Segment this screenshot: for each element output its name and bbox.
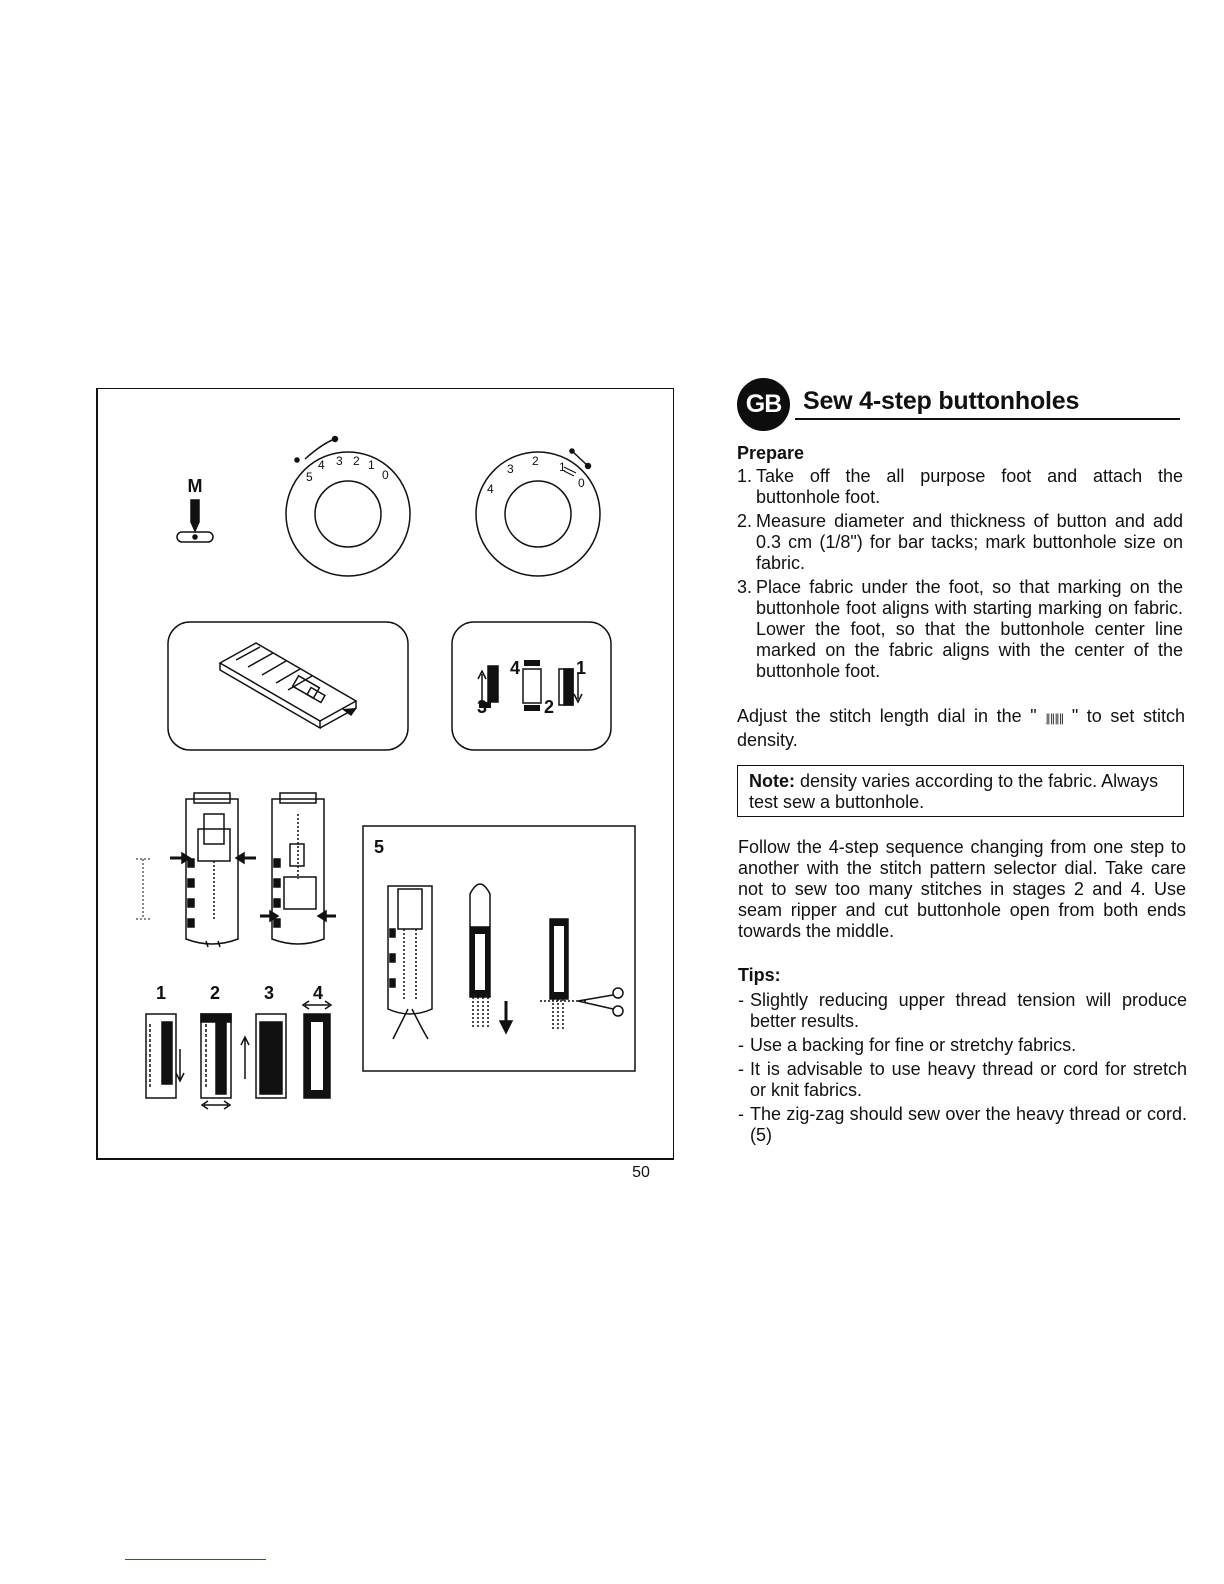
inset-label: 5	[374, 837, 385, 857]
dial-left-number: 4	[318, 458, 325, 472]
dial-right-number: 0	[578, 476, 585, 490]
dial-left-number: 3	[336, 454, 343, 468]
dial-right-number: 3	[507, 462, 514, 476]
buttonhole-step-2	[201, 1014, 231, 1109]
dial-left-number: 0	[382, 468, 389, 482]
dial-left-number: 2	[353, 454, 360, 468]
note-text: density varies according to the fabric. Always test sew a buttonhole.	[749, 771, 1159, 812]
tip-text: Use a backing for fine or stretchy fabrics.	[750, 1035, 1077, 1055]
cord-inset	[363, 826, 635, 1071]
tip-text: It is advisable to use heavy thread or cord for stretch or knit fabrics.	[750, 1059, 1187, 1100]
list-item: - It is advisable to use heavy thread or cord for stretch or knit fabrics.	[738, 1059, 1187, 1100]
step-text: Take off the all purpose foot and attach the buttonhole foot.	[756, 466, 1183, 507]
language-badge: GB	[737, 378, 790, 431]
illustration-svg	[98, 389, 674, 1159]
step-number: 1	[156, 983, 167, 1003]
step-number: 4	[313, 983, 324, 1003]
list-item: - Slightly reducing upper thread tension will produce better results.	[738, 990, 1187, 1031]
dial-right-number: 4	[487, 482, 494, 496]
scissors-icon	[578, 988, 623, 1016]
needle-icon	[177, 476, 213, 542]
footer-link-line	[125, 1559, 266, 1560]
step-num: 3.	[737, 577, 753, 597]
buttonhole-step-3	[241, 1014, 286, 1098]
note-box	[737, 765, 1184, 817]
tips-heading: Tips:	[738, 965, 781, 985]
page-number: 50	[632, 1164, 650, 1181]
heading-underline	[795, 418, 1180, 420]
sequence-label: 2	[544, 697, 555, 717]
dial-left-number: 5	[306, 470, 313, 484]
adjust-paragraph	[737, 706, 1185, 751]
dial-right-number: 2	[532, 454, 539, 468]
buttonhole-foot-diagram	[170, 793, 256, 947]
buttonhole-step-1	[146, 1014, 184, 1098]
follow-paragraph: Follow the 4-step sequence changing from one step to another with the stitch pattern selector dial. Take care not to sew too many stitches in stages 2 and 4. Use seam ripper and cut buttonhole open from both ends towards the middle.	[738, 837, 1186, 941]
page-title: Sew 4-step buttonholes	[803, 387, 1080, 415]
adjust-text-before: Adjust the stitch length dial in the "	[737, 706, 1037, 726]
buttonhole-sequence-icon	[452, 622, 611, 750]
stitch-length-dial	[286, 437, 410, 577]
tip-text: Slightly reducing upper thread tension will produce better results.	[750, 990, 1187, 1031]
list-item: - The zig-zag should sew over the heavy thread or cord. (5)	[738, 1104, 1187, 1145]
prepare-heading: Prepare	[737, 443, 805, 463]
stitch-pattern-dial	[476, 449, 600, 576]
sequence-label: 3	[477, 697, 488, 717]
step-number: 2	[210, 983, 221, 1003]
illustration-frame	[96, 388, 674, 1160]
step-num: 2.	[737, 511, 753, 531]
step-number: 3	[264, 983, 275, 1003]
buttonhole-foot-icon	[168, 622, 408, 750]
needle-position-label: M	[187, 476, 203, 496]
buttonhole-foot-diagram	[260, 793, 336, 944]
list-item: - Use a backing for fine or stretchy fabrics.	[738, 1035, 1077, 1055]
sequence-label: 4	[510, 658, 521, 678]
step-text: Place fabric under the foot, so that marking on the buttonhole foot aligns with starting marking on fabric. Lower the foot, so that the buttonhole center line marked on the fabric aligns with the center of the buttonhole foot.	[756, 577, 1183, 681]
step-num: 1.	[737, 466, 753, 486]
density-symbol-icon: ∥∥∥∥	[1045, 713, 1064, 725]
buttonhole-step-4	[303, 1001, 331, 1098]
list-item	[737, 511, 1183, 574]
list-item	[737, 466, 1183, 508]
dial-right-number: 1	[559, 460, 566, 474]
sequence-label: 1	[576, 658, 587, 678]
dial-left-number: 1	[368, 458, 375, 472]
section-heading	[737, 378, 1181, 420]
step-text: Measure diameter and thickness of button and add 0.3 cm (1/8") for bar tacks; mark buttonhole size on fabric.	[756, 511, 1183, 573]
tips-list	[738, 990, 1187, 1149]
note-label: Note:	[749, 771, 795, 791]
list-item	[737, 577, 1183, 682]
prepare-steps	[737, 466, 1183, 685]
tip-text: The zig-zag should sew over the heavy thread or cord. (5)	[750, 1104, 1187, 1145]
adjust-text-after: " to set stitch density.	[737, 706, 1185, 750]
